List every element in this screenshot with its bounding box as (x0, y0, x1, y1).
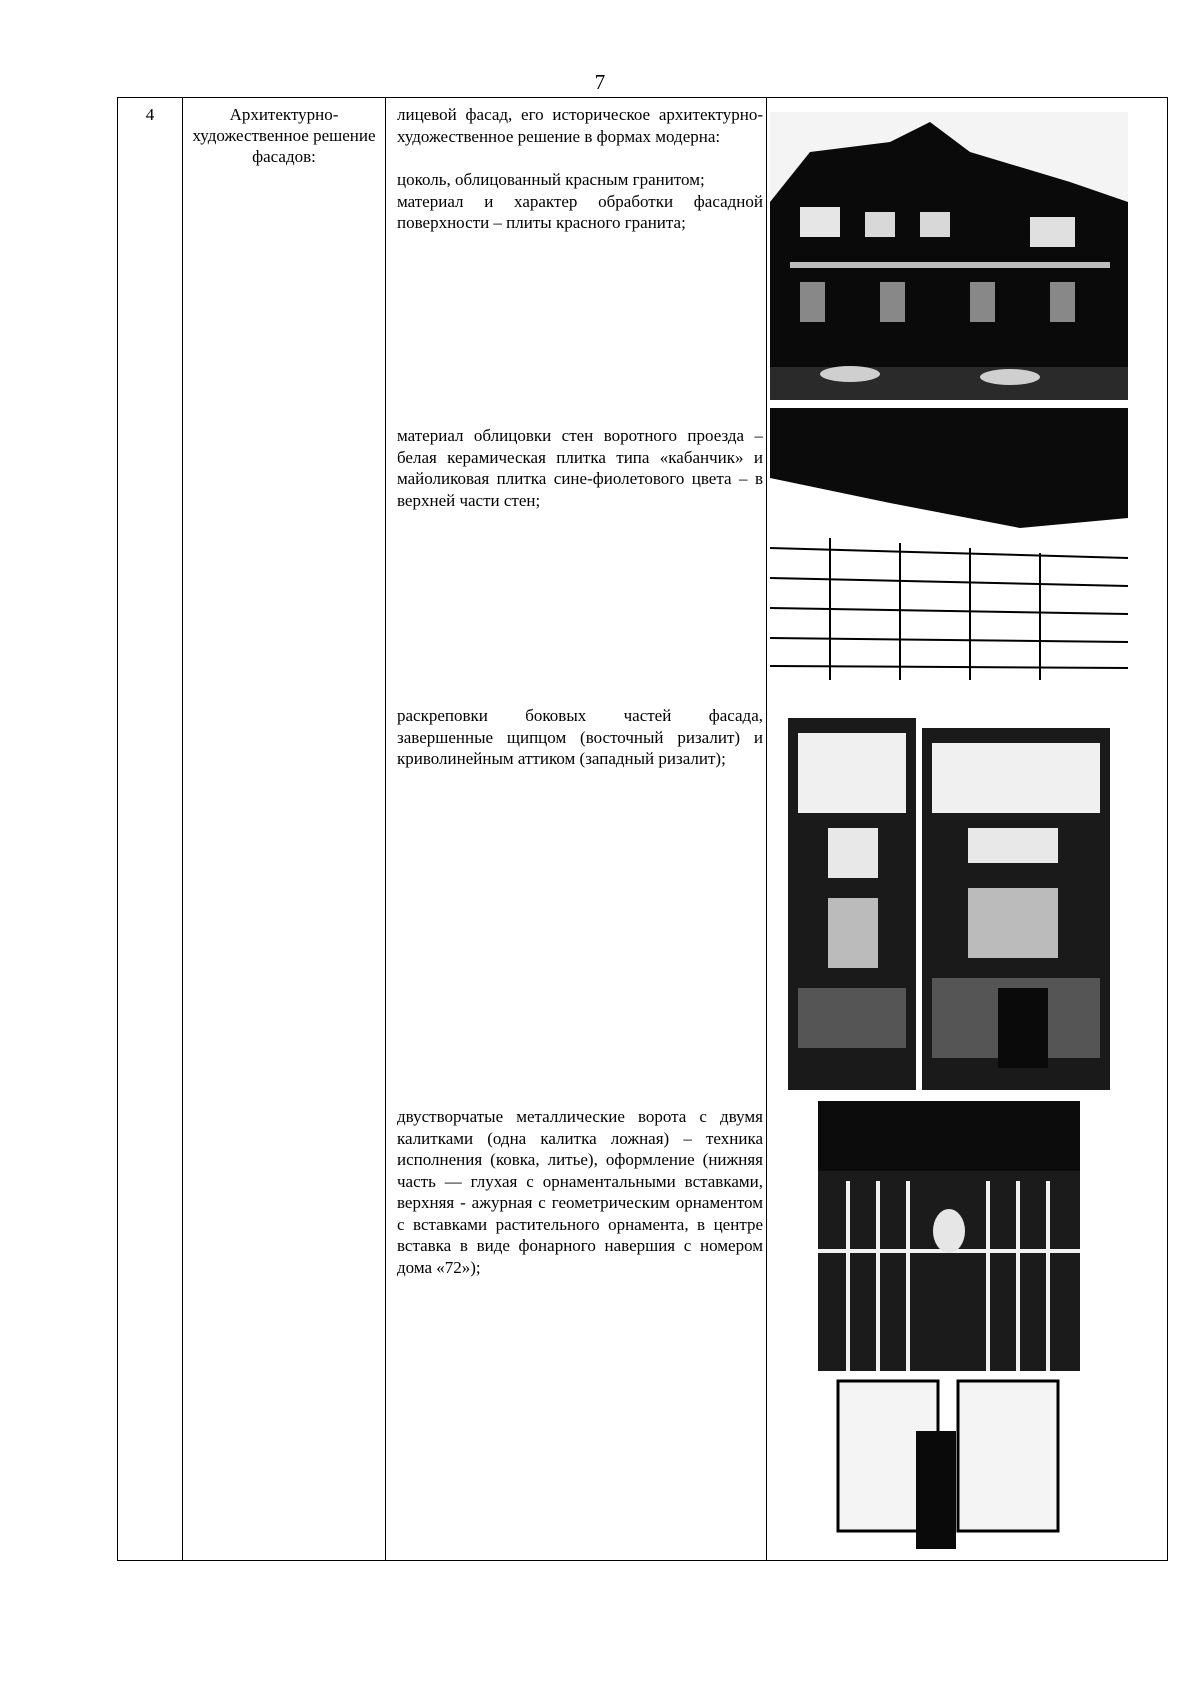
description-paragraph: цоколь, облицованный красным гранитом; (397, 170, 705, 189)
description-entry-risalits (397, 705, 763, 770)
page-number: 7 (594, 70, 606, 94)
row-number: 4 (145, 105, 155, 124)
description-paragraph: лицевой фасад, его историческое архитектурно-художественное решение в формах модерна: (397, 105, 763, 146)
risalits-photo (788, 698, 1110, 1090)
description-entry-facade (397, 104, 763, 234)
gates-photo (798, 1101, 1100, 1549)
description-entry-gates (397, 1106, 763, 1278)
description-paragraph: двустворчатые металлические ворота с двумя калитками (одна калитка ложная) – техника исполнения (ковка, литье), оформление (нижняя часть — глухая с орнаментальными вставками, верхняя - ажурная с геометрическим орнаментом с вставками растительного орнамента, в центре вставка в виде фонарного навершия с номером дома «72»); (397, 1107, 763, 1277)
description-entry-passage-walls (397, 425, 763, 511)
row-title: Архитектурно-художественное решение фасадов: (192, 105, 376, 166)
passage-tiles-photo (770, 408, 1128, 680)
column-divider (766, 98, 767, 1560)
column-divider (385, 98, 386, 1560)
heritage-table (117, 97, 1168, 1561)
description-paragraph: материал и характер обработки фасадной поверхности – плиты красного гранита; (397, 191, 763, 232)
description-paragraph: материал облицовки стен воротного проезда – белая керамическая плитка типа «кабанчик» и майоликовая плитка сине-фиолетового цвета – в верхней части стен; (397, 426, 763, 510)
column-divider (182, 98, 183, 1560)
paragraph-gap (397, 147, 763, 169)
description-paragraph: раскреповки боковых частей фасада, завершенные щипцом (восточный ризалит) и криволинейным аттиком (западный ризалит); (397, 706, 763, 768)
facade-photo (770, 112, 1128, 400)
